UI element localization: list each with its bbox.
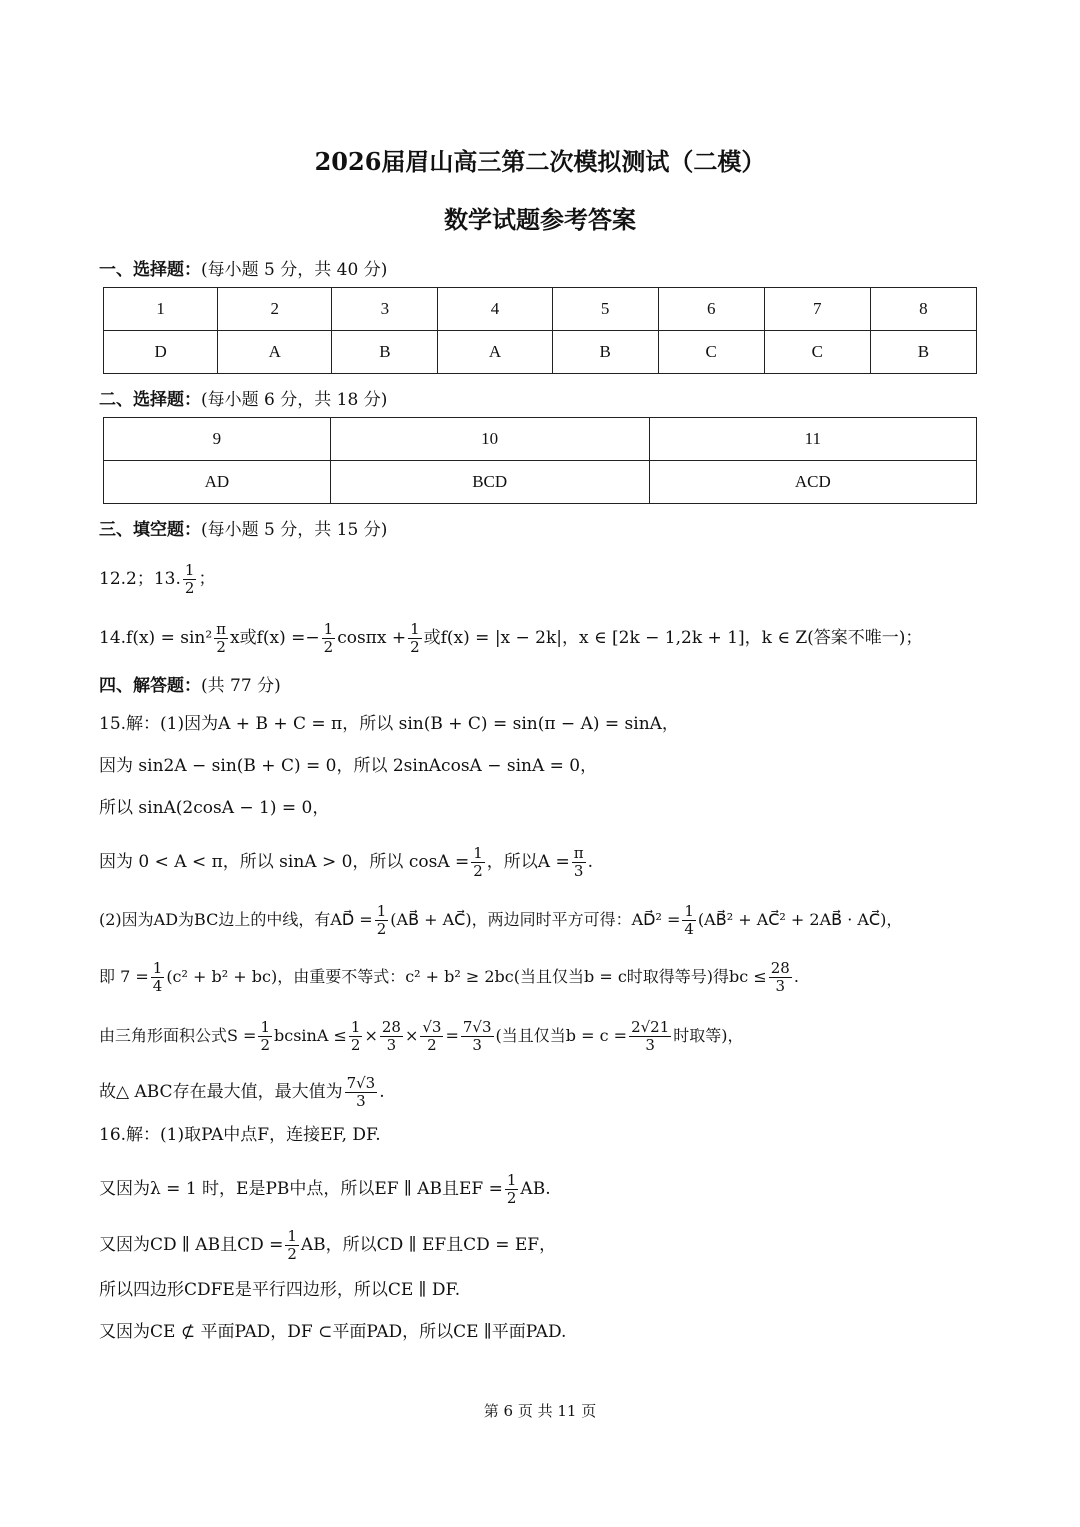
numerator: 1 xyxy=(184,561,195,579)
fraction xyxy=(408,621,422,656)
page-title: 2026届眉山高三第二次模拟测试（二模） xyxy=(314,147,766,176)
section-2-points: (每小题 6 分，共 18 分) xyxy=(201,390,388,410)
solution-text: × xyxy=(364,1026,378,1045)
section-1-heading xyxy=(99,255,387,280)
fraction xyxy=(769,960,792,995)
section-3-heading xyxy=(99,515,387,540)
table-cell: 6 xyxy=(658,288,764,331)
answer-text: 12.2；13. xyxy=(99,569,181,589)
table-cell: B xyxy=(332,331,438,374)
solution-text: ，所以A = xyxy=(486,852,570,872)
table-cell: B xyxy=(870,331,976,374)
section-2-title: 二、选择题： xyxy=(99,390,201,410)
fraction xyxy=(285,1228,299,1263)
answer-text: cosπx + xyxy=(337,628,407,648)
answer-table-1 xyxy=(103,287,977,374)
numerator: 28 xyxy=(381,1018,401,1036)
solution-line xyxy=(99,1019,744,1054)
section-4-heading xyxy=(99,671,281,696)
denominator: 3 xyxy=(356,1092,366,1110)
denominator: 2 xyxy=(260,1036,271,1054)
fraction xyxy=(380,1019,403,1054)
table-cell: 9 xyxy=(104,418,331,461)
answer-14 xyxy=(99,621,922,656)
denominator: 4 xyxy=(152,977,163,995)
answer-text: x或f(x) =− xyxy=(230,628,320,648)
table-cell: 5 xyxy=(552,288,658,331)
denominator: 3 xyxy=(775,977,786,995)
answer-text: ； xyxy=(198,569,216,589)
numerator: 1 xyxy=(410,620,420,638)
denominator: 2 xyxy=(323,638,334,656)
table-cell: 8 xyxy=(870,288,976,331)
denominator: 2 xyxy=(184,579,195,597)
numerator: √3 xyxy=(422,1018,442,1036)
section-1-points: (每小题 5 分，共 40 分) xyxy=(201,260,388,280)
section-3-points: (每小题 5 分，共 15 分) xyxy=(201,520,388,540)
solution-text: . xyxy=(587,852,593,872)
fraction xyxy=(151,960,165,995)
solution-line: 15.解：(1)因为A + B + C = π，所以 sin(B + C) = sin(π − A) = sinA， xyxy=(99,714,679,734)
solution-text: AB，所以CD ∥ EF且CD = EF， xyxy=(300,1235,557,1255)
solution-line xyxy=(99,1075,385,1110)
fraction xyxy=(322,621,336,656)
numerator: π xyxy=(216,620,227,638)
table-cell: 3 xyxy=(332,288,438,331)
section-4-points: (共 77 分) xyxy=(201,676,281,696)
numerator: 7√3 xyxy=(462,1018,492,1036)
denominator: 2 xyxy=(376,920,387,938)
numerator: 1 xyxy=(684,902,694,920)
fraction xyxy=(349,1019,363,1054)
solution-line: 16.解：(1)取PA中点F，连接EF, DF. xyxy=(99,1125,381,1145)
solution-line xyxy=(99,1172,551,1207)
numerator: 1 xyxy=(260,1018,271,1036)
table-row xyxy=(104,461,977,504)
fraction xyxy=(572,845,586,880)
table-cell: C xyxy=(764,331,870,374)
numerator: 1 xyxy=(323,620,334,638)
numerator: π xyxy=(573,844,584,862)
solution-line: 又因为CE ⊄ 平面PAD，DF ⊂平面PAD，所以CE ∥平面PAD. xyxy=(99,1322,567,1342)
solution-text: . xyxy=(793,967,799,986)
solution-text: 即 7 = xyxy=(99,967,149,986)
denominator: 2 xyxy=(350,1036,361,1054)
fraction xyxy=(183,562,197,597)
solution-text: 又因为CD ∥ AB且CD = xyxy=(99,1235,284,1255)
solution-line xyxy=(99,1228,556,1263)
table-cell: ACD xyxy=(649,461,976,504)
denominator: 4 xyxy=(684,920,694,938)
fraction xyxy=(471,845,485,880)
solution-text: 又因为λ = 1 时，E是PB中点，所以EF ∥ AB且EF = xyxy=(99,1179,503,1199)
table-cell: C xyxy=(658,331,764,374)
numerator: 28 xyxy=(770,959,790,977)
numerator: 1 xyxy=(376,902,387,920)
solution-text: 时取等)， xyxy=(673,1026,744,1045)
answer-table-2 xyxy=(103,417,977,504)
solution-text: = xyxy=(445,1026,459,1045)
denominator: 2 xyxy=(473,862,483,880)
section-3-title: 三、填空题： xyxy=(99,520,201,540)
section-4-title: 四、解答题： xyxy=(99,676,201,696)
fraction xyxy=(214,621,228,656)
numerator: 7√3 xyxy=(346,1074,376,1092)
section-2-heading xyxy=(99,385,387,410)
numerator: 1 xyxy=(287,1227,297,1245)
solution-line: 所以 sinA(2cosA − 1) = 0， xyxy=(99,798,330,818)
numerator: 1 xyxy=(473,844,483,862)
numerator: 2√21 xyxy=(631,1018,670,1036)
solution-line xyxy=(99,960,799,995)
fraction xyxy=(375,903,389,938)
solution-text: (AB⃗² + AC⃗² + 2AB⃗ · AC⃗)， xyxy=(697,910,903,929)
page-subtitle: 数学试题参考答案 xyxy=(444,205,636,234)
answer-text: 14.f(x) = sin² xyxy=(99,628,213,648)
numerator: 1 xyxy=(152,959,163,977)
table-cell: 7 xyxy=(764,288,870,331)
solution-text: 故△ ABC存在最大值，最大值为 xyxy=(99,1082,343,1102)
solution-text: bcsinA ≤ xyxy=(274,1026,347,1045)
table-cell: AD xyxy=(104,461,331,504)
solution-text: AB. xyxy=(520,1179,551,1199)
denominator: 2 xyxy=(287,1245,297,1263)
solution-text: × xyxy=(404,1026,419,1045)
denominator: 3 xyxy=(645,1036,655,1054)
table-cell: 1 xyxy=(104,288,218,331)
section-1-title: 一、选择题： xyxy=(99,260,201,280)
denominator: 3 xyxy=(386,1036,397,1054)
solution-text: (c² + b² + bc)，由重要不等式：c² + b² ≥ 2bc(当且仅当b = c时取得等号)得bc ≤ xyxy=(166,967,767,986)
table-cell: D xyxy=(104,331,218,374)
table-row xyxy=(104,418,977,461)
solution-text: 由三角形面积公式S = xyxy=(99,1026,257,1045)
solution-text: 因为 0 < A < π，所以 sinA > 0，所以 cosA = xyxy=(99,852,470,872)
denominator: 2 xyxy=(506,1189,517,1207)
fraction xyxy=(345,1075,378,1110)
table-cell: 4 xyxy=(438,288,552,331)
table-cell: 2 xyxy=(218,288,332,331)
denominator: 2 xyxy=(216,638,226,656)
denominator: 3 xyxy=(573,862,584,880)
fraction xyxy=(629,1019,671,1054)
solution-line xyxy=(99,845,593,880)
page-footer: 第 6 页 共 11 页 xyxy=(483,1402,597,1420)
table-cell: A xyxy=(438,331,552,374)
fraction xyxy=(420,1019,443,1054)
table-row xyxy=(104,288,977,331)
table-row xyxy=(104,331,977,374)
numerator: 1 xyxy=(350,1018,361,1036)
numerator: 1 xyxy=(506,1171,517,1189)
table-cell: 11 xyxy=(649,418,976,461)
fraction xyxy=(461,1019,494,1054)
solution-line: 所以四边形CDFE是平行四边形，所以CE ∥ DF. xyxy=(99,1280,461,1300)
table-cell: BCD xyxy=(330,461,649,504)
answer-text: 或f(x) = |x − 2k|，x ∈ [2k − 1,2k + 1]，k ∈ Z(答案不唯一)； xyxy=(423,628,923,648)
table-cell: B xyxy=(552,331,658,374)
denominator: 2 xyxy=(410,638,420,656)
solution-text: (2)因为AD为BC边上的中线，有AD⃗ = xyxy=(99,910,373,929)
solution-line xyxy=(99,903,902,938)
denominator: 3 xyxy=(472,1036,482,1054)
denominator: 2 xyxy=(427,1036,437,1054)
solution-line: 因为 sin2A − sin(B + C) = 0，所以 2sinAcosA − sinA = 0， xyxy=(99,756,598,776)
solution-text: . xyxy=(379,1082,385,1102)
fraction xyxy=(258,1019,272,1054)
solution-text: (当且仅当b = c = xyxy=(495,1026,628,1045)
fraction xyxy=(682,903,696,938)
table-cell: 10 xyxy=(330,418,649,461)
fraction xyxy=(505,1172,519,1207)
answer-12-13 xyxy=(99,562,215,597)
table-cell: A xyxy=(218,331,332,374)
solution-text: (AB⃗ + AC⃗)，两边同时平方可得：AD⃗² = xyxy=(390,910,681,929)
